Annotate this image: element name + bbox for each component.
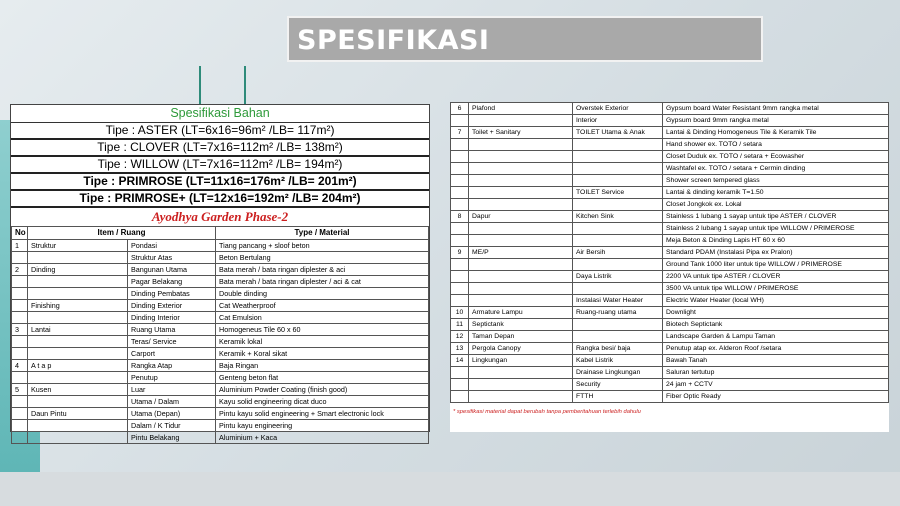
row-number xyxy=(451,115,469,127)
table-row xyxy=(451,103,889,115)
table-row xyxy=(12,432,429,444)
row-material: Genteng beton flat xyxy=(216,372,429,384)
row-item: Pagar Belakang xyxy=(128,276,216,288)
row-material: Lantai & Dinding Homogeneus Tile & Keramik Tile xyxy=(663,127,889,139)
row-number xyxy=(451,235,469,247)
row-material: Meja Beton & Dinding Lapis HT 60 x 60 xyxy=(663,235,889,247)
row-category xyxy=(28,336,128,348)
row-number: 7 xyxy=(451,127,469,139)
row-material: Lantai & dinding keramik T=1.50 xyxy=(663,187,889,199)
row-number: 3 xyxy=(12,324,28,336)
table-row xyxy=(12,312,429,324)
type-clover: Tipe : CLOVER (LT=7x16=112m² /LB= 138m²) xyxy=(11,140,429,157)
type-primrose: Tipe : PRIMROSE (LT=11x16=176m² /LB= 201m²) xyxy=(11,174,429,191)
row-category: Toilet + Sanitary xyxy=(469,127,573,139)
table-row xyxy=(12,264,429,276)
row-material: Keramik lokal xyxy=(216,336,429,348)
col-item: Item / Ruang xyxy=(28,227,216,240)
row-number: 10 xyxy=(451,307,469,319)
row-category xyxy=(28,372,128,384)
row-item: Pondasi xyxy=(128,240,216,252)
connector-line-1 xyxy=(199,66,201,104)
row-material: Aluminium Powder Coating (finish good) xyxy=(216,384,429,396)
row-material: Gypsum board Water Resistant 9mm rangka metal xyxy=(663,103,889,115)
table-row xyxy=(451,199,889,211)
table-row xyxy=(451,115,889,127)
row-category xyxy=(469,163,573,175)
table-row xyxy=(451,283,889,295)
row-category xyxy=(469,151,573,163)
row-number xyxy=(12,396,28,408)
row-item: Daya Listrik xyxy=(573,271,663,283)
row-category xyxy=(28,288,128,300)
row-item: Dinding Interior xyxy=(128,312,216,324)
row-material: Gypsum board 9mm rangka metal xyxy=(663,115,889,127)
table-row xyxy=(451,139,889,151)
row-material: Bata merah / bata ringan diplester & aci xyxy=(216,264,429,276)
row-category xyxy=(28,348,128,360)
table-row xyxy=(451,367,889,379)
row-material: Beton Bertulang xyxy=(216,252,429,264)
row-number xyxy=(451,187,469,199)
project-name: Ayodhya Garden Phase-2 xyxy=(151,209,289,224)
row-item: Dalam / K Tidur xyxy=(128,420,216,432)
row-category: Kusen xyxy=(28,384,128,396)
row-number: 13 xyxy=(451,343,469,355)
row-number xyxy=(12,252,28,264)
row-material: Double dinding xyxy=(216,288,429,300)
row-number xyxy=(451,151,469,163)
table-row xyxy=(451,379,889,391)
row-item: Rangka besi/ baja xyxy=(573,343,663,355)
row-material: Stainless 1 lubang 1 sayap untuk tipe ASTER / CLOVER xyxy=(663,211,889,223)
spec-table-right xyxy=(450,102,889,403)
row-item xyxy=(573,319,663,331)
row-item xyxy=(573,175,663,187)
row-material: 3500 VA untuk tipe WILLOW / PRIMEROSE xyxy=(663,283,889,295)
table-row xyxy=(12,336,429,348)
row-category xyxy=(469,235,573,247)
table-row xyxy=(12,384,429,396)
row-category xyxy=(28,276,128,288)
connector-line-2 xyxy=(244,66,246,104)
table-row xyxy=(12,420,429,432)
row-material: Ground Tank 1000 liter untuk tipe WILLOW / PRIMEROSE xyxy=(663,259,889,271)
table-row xyxy=(12,324,429,336)
row-category xyxy=(469,295,573,307)
row-category xyxy=(469,175,573,187)
row-category: Struktur xyxy=(28,240,128,252)
row-category xyxy=(28,432,128,444)
row-item: FTTH xyxy=(573,391,663,403)
table-row xyxy=(451,163,889,175)
row-item: Instalasi Water Heater xyxy=(573,295,663,307)
row-category xyxy=(469,259,573,271)
row-category xyxy=(28,312,128,324)
row-category: ME/P xyxy=(469,247,573,259)
row-number xyxy=(12,408,28,420)
row-item: Bangunan Utama xyxy=(128,264,216,276)
row-number xyxy=(451,295,469,307)
row-category xyxy=(28,396,128,408)
row-item: TOILET Service xyxy=(573,187,663,199)
table-row xyxy=(451,355,889,367)
row-item xyxy=(573,331,663,343)
table-row xyxy=(12,300,429,312)
table-row xyxy=(12,408,429,420)
row-material: Bata merah / bata ringan diplester / aci & cat xyxy=(216,276,429,288)
row-material: Pintu kayu solid engineering + Smart electronic lock xyxy=(216,408,429,420)
table-row xyxy=(12,348,429,360)
row-category xyxy=(28,252,128,264)
table-row xyxy=(451,247,889,259)
row-material: Pintu kayu engineering xyxy=(216,420,429,432)
row-item xyxy=(573,151,663,163)
row-number: 11 xyxy=(451,319,469,331)
row-category xyxy=(469,223,573,235)
row-number: 9 xyxy=(451,247,469,259)
row-number xyxy=(451,223,469,235)
row-material: Tiang pancang + sloof beton xyxy=(216,240,429,252)
row-category: Pergola Canopy xyxy=(469,343,573,355)
row-category: Taman Depan xyxy=(469,331,573,343)
table-row xyxy=(451,319,889,331)
row-item: Dinding Pembatas xyxy=(128,288,216,300)
row-category: Plafond xyxy=(469,103,573,115)
row-item: Interior xyxy=(573,115,663,127)
table-row xyxy=(451,271,889,283)
table-row xyxy=(12,252,429,264)
row-material: Fiber Optic Ready xyxy=(663,391,889,403)
spec-heading: Spesifikasi Bahan xyxy=(11,105,429,123)
row-number xyxy=(451,391,469,403)
row-number xyxy=(12,372,28,384)
row-category: Finishing xyxy=(28,300,128,312)
row-item xyxy=(573,199,663,211)
row-number xyxy=(451,283,469,295)
table-row xyxy=(451,151,889,163)
row-item: Pintu Belakang xyxy=(128,432,216,444)
row-number xyxy=(12,432,28,444)
row-number xyxy=(451,139,469,151)
row-material: Bawah Tanah xyxy=(663,355,889,367)
row-number xyxy=(12,276,28,288)
row-category: Dinding xyxy=(28,264,128,276)
row-item: Luar xyxy=(128,384,216,396)
row-material: Saluran tertutup xyxy=(663,367,889,379)
row-material: Kayu solid engineering dicat duco xyxy=(216,396,429,408)
row-item xyxy=(573,223,663,235)
row-item: TOILET Utama & Anak xyxy=(573,127,663,139)
row-item xyxy=(573,163,663,175)
row-category xyxy=(28,420,128,432)
row-category xyxy=(469,271,573,283)
row-category: Septictank xyxy=(469,319,573,331)
row-number: 5 xyxy=(12,384,28,396)
spec-panel-right xyxy=(450,102,889,432)
row-material: Cat Emulsion xyxy=(216,312,429,324)
type-willow: Tipe : WILLOW (LT=7x16=112m² /LB= 194m²) xyxy=(11,157,429,174)
row-category: Dapur xyxy=(469,211,573,223)
row-category xyxy=(469,139,573,151)
table-row xyxy=(451,211,889,223)
row-number xyxy=(12,300,28,312)
row-item: Utama / Dalam xyxy=(128,396,216,408)
row-item: Kitchen Sink xyxy=(573,211,663,223)
row-number: 8 xyxy=(451,211,469,223)
table-row xyxy=(451,127,889,139)
row-item xyxy=(573,235,663,247)
row-number xyxy=(451,367,469,379)
row-number xyxy=(451,259,469,271)
row-category xyxy=(469,115,573,127)
row-number xyxy=(451,271,469,283)
row-item: Carport xyxy=(128,348,216,360)
type-aster: Tipe : ASTER (LT=6x16=96m² /LB= 117m²) xyxy=(11,123,429,140)
row-material: Biotech Septictank xyxy=(663,319,889,331)
row-item: Drainase Lingkungan xyxy=(573,367,663,379)
row-material: Landscape Garden & Lampu Taman xyxy=(663,331,889,343)
page-title: SPESIFIKASI xyxy=(297,25,490,56)
row-number xyxy=(451,199,469,211)
row-material: 24 jam + CCTV xyxy=(663,379,889,391)
row-material: Aluminium + Kaca xyxy=(216,432,429,444)
table-row xyxy=(451,235,889,247)
table-row xyxy=(451,295,889,307)
row-category xyxy=(469,367,573,379)
row-material: Shower screen tempered glass xyxy=(663,175,889,187)
row-material: Cat Weatherproof xyxy=(216,300,429,312)
row-category xyxy=(469,379,573,391)
row-item: Teras/ Service xyxy=(128,336,216,348)
row-item: Security xyxy=(573,379,663,391)
row-number xyxy=(12,312,28,324)
row-material: Standard PDAM (Instalasi Pipa ex Pralon) xyxy=(663,247,889,259)
row-item: Air Bersih xyxy=(573,247,663,259)
table-row xyxy=(451,391,889,403)
row-item xyxy=(573,139,663,151)
row-material: Closet Jongkok ex. Lokal xyxy=(663,199,889,211)
table-row xyxy=(451,259,889,271)
row-item xyxy=(573,283,663,295)
row-material: 2200 VA untuk tipe ASTER / CLOVER xyxy=(663,271,889,283)
row-category: Lantai xyxy=(28,324,128,336)
row-material: Closet Duduk ex. TOTO / setara + Ecowasher xyxy=(663,151,889,163)
row-material: Downlight xyxy=(663,307,889,319)
table-row xyxy=(12,288,429,300)
table-row xyxy=(12,372,429,384)
spec-panel-left xyxy=(10,104,430,442)
row-number xyxy=(12,336,28,348)
row-number: 4 xyxy=(12,360,28,372)
row-material: Electric Water Heater (local WH) xyxy=(663,295,889,307)
row-number xyxy=(451,175,469,187)
row-material: Keramik + Koral sikat xyxy=(216,348,429,360)
row-category xyxy=(469,283,573,295)
row-material: Baja Ringan xyxy=(216,360,429,372)
row-number: 14 xyxy=(451,355,469,367)
row-item: Kabel Listrik xyxy=(573,355,663,367)
row-item: Penutup xyxy=(128,372,216,384)
row-number xyxy=(451,163,469,175)
row-material: Homogeneus Tile 60 x 60 xyxy=(216,324,429,336)
row-category xyxy=(469,391,573,403)
row-number xyxy=(451,379,469,391)
row-number xyxy=(12,348,28,360)
table-row xyxy=(12,396,429,408)
row-material: Penutup atap ex. Alderon Roof /setara xyxy=(663,343,889,355)
row-category: A t a p xyxy=(28,360,128,372)
bottom-band xyxy=(0,472,900,506)
row-item xyxy=(573,259,663,271)
row-number: 2 xyxy=(12,264,28,276)
table-row xyxy=(451,187,889,199)
table-row xyxy=(451,331,889,343)
table-row xyxy=(451,223,889,235)
table-row xyxy=(12,276,429,288)
row-category: Armature Lampu xyxy=(469,307,573,319)
table-row xyxy=(451,307,889,319)
spec-table-left xyxy=(11,226,429,444)
row-number: 6 xyxy=(451,103,469,115)
row-item: Dinding Exterior xyxy=(128,300,216,312)
row-item: Ruang Utama xyxy=(128,324,216,336)
row-number: 12 xyxy=(451,331,469,343)
table-row xyxy=(12,360,429,372)
row-item: Overstek Exterior xyxy=(573,103,663,115)
row-category xyxy=(469,199,573,211)
title-box xyxy=(287,16,763,62)
row-item: Ruang-ruang utama xyxy=(573,307,663,319)
table-row xyxy=(451,343,889,355)
table-row xyxy=(451,175,889,187)
disclaimer-note: * spesifikasi material dapat berubah tanpa pemberitahuan terlebih dahulu xyxy=(453,409,641,415)
row-category: Lingkungan xyxy=(469,355,573,367)
row-number xyxy=(12,420,28,432)
row-item: Rangka Atap xyxy=(128,360,216,372)
row-material: Hand shower ex. TOTO / setara xyxy=(663,139,889,151)
row-number xyxy=(12,288,28,300)
row-category xyxy=(469,187,573,199)
col-no: No xyxy=(12,227,28,240)
row-material: Washtafel ex. TOTO / setara + Cermin dinding xyxy=(663,163,889,175)
row-material: Stainless 2 lubang 1 sayap untuk tipe WILLOW / PRIMEROSE xyxy=(663,223,889,235)
row-item: Struktur Atas xyxy=(128,252,216,264)
row-category: Daun Pintu xyxy=(28,408,128,420)
table-row xyxy=(12,240,429,252)
row-number: 1 xyxy=(12,240,28,252)
row-item: Utama (Depan) xyxy=(128,408,216,420)
col-type: Type / Material xyxy=(216,227,429,240)
type-primrose-plus: Tipe : PRIMROSE+ (LT=12x16=192m² /LB= 204m²) xyxy=(11,191,429,208)
